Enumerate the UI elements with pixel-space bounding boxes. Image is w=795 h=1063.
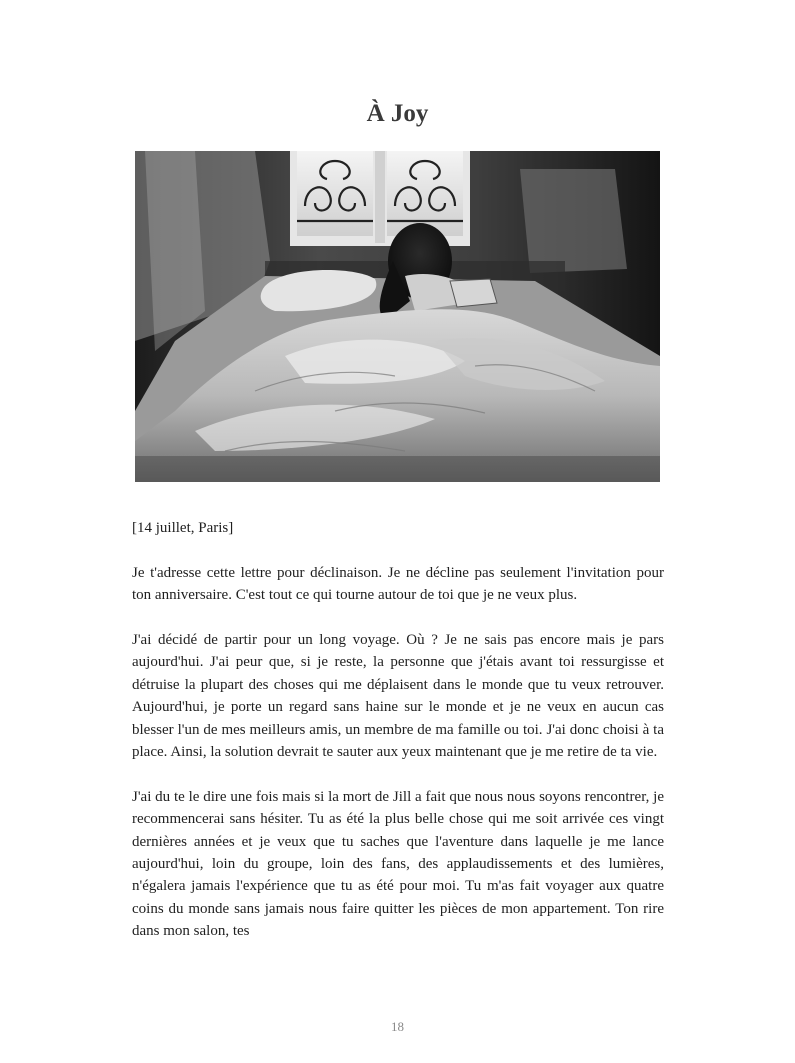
letter-paragraph: Je t'adresse cette lettre pour déclinaison. Je ne décline pas seulement l'invitation pour ton anniversaire. C'est tout ce qui tourne autour de toi que je ne veux plus. [132,564,664,604]
letter-body [132,517,664,965]
page-number: 18 [391,1019,404,1034]
letter-date-line: [14 juillet, Paris] [132,520,234,536]
letter-paragraph: J'ai du te le dire une fois mais si la mort de Jill a fait que nous nous soyons rencontrer, je recommencerai sans hésiter. Tu as été la plus belle chose qui me soit arrivée ces vingt dernières années et je veux que tu saches que l'aventure dans laquelle je me lance aujourd'hui, loin du groupe, loin des fans, des applaudissements et des lumières, n'égalera jamais l'expérience que tu as été pour moi. Tu m'as fait voyager aux quatre coins du monde sans jamais nous faire quitter les pièces de mon appartement. Ton rire dans mon salon, tes [132,788,664,940]
bedroom-photo [135,151,660,482]
letter-paragraph: J'ai décidé de partir pour un long voyage. Où ? Je ne sais pas encore mais je pars aujourd'hui. J'ai peur que, si je reste, la personne que j'étais avant toi ressurgisse et détruise la plupart des choses qui me déplaisent dans le monde que tu veux retrouver. Aujourd'hui, je porte un regard sans haine sur le monde et je ne veux en aucun cas blesser l'un de mes meilleurs amis, un membre de ma famille ou toi. J'ai donc choisi à ta place. Ainsi, la solution devrait te sauter aux yeux maintenant que je me retire de ta vie. [132,632,664,761]
page-title: À Joy [366,100,429,127]
